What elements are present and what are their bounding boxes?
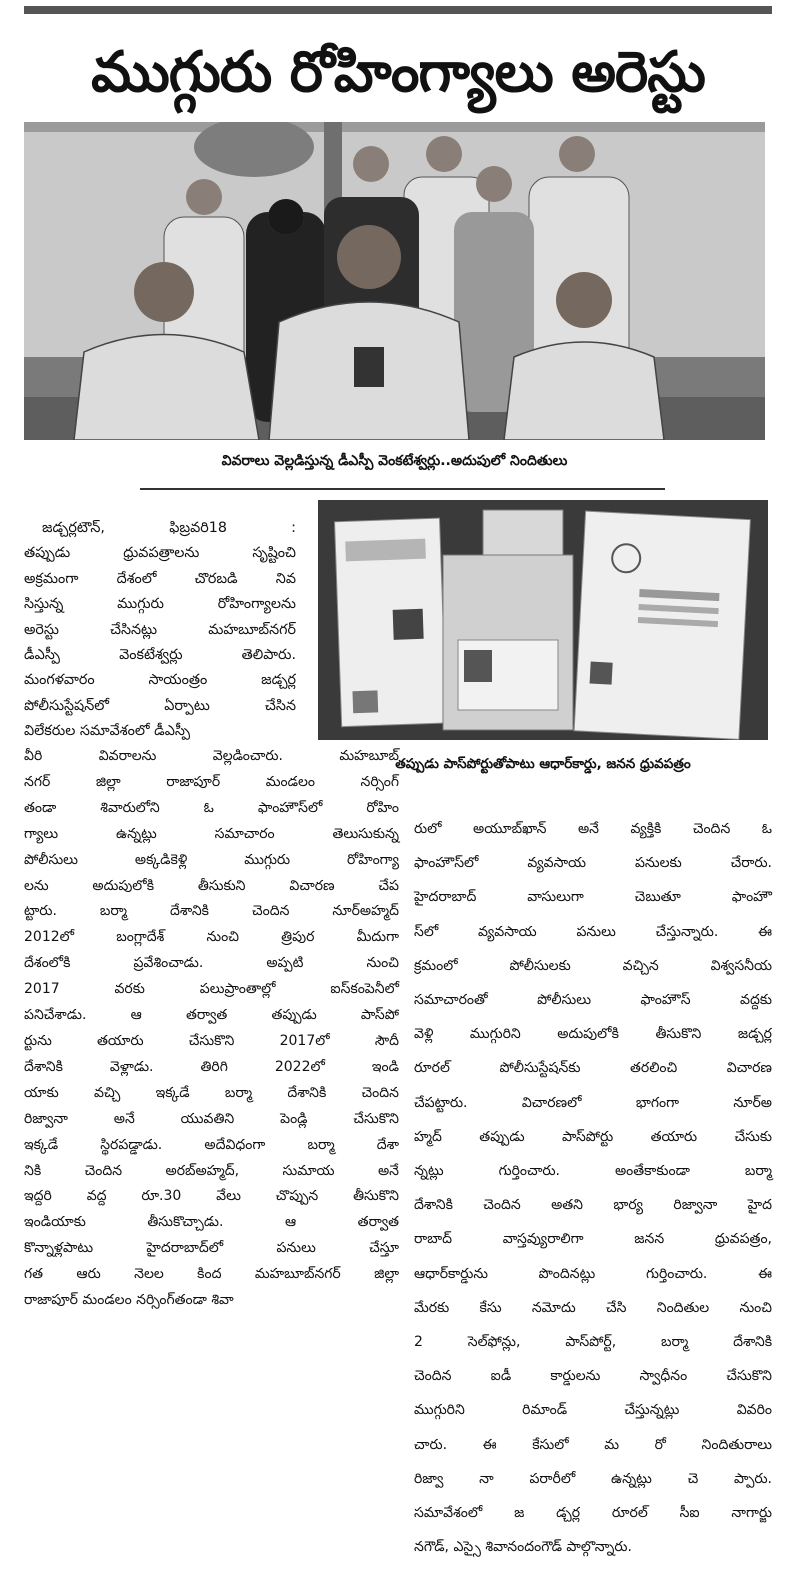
article-line: నికి చెందిన అరబ్‌అహ్మద్‌, సుమాయ అనే bbox=[24, 1162, 399, 1179]
article-column-left bbox=[24, 516, 296, 745]
article-line: రిజ్వా నా పరారీలో ఉన్నట్లు చె ప్పారు. bbox=[414, 1470, 772, 1487]
article-line: మేరకు కేసు నమోదు చేసి నిందితుల నుంచి bbox=[414, 1299, 772, 1316]
article-line: అక్రమంగా దేశంలో చొరబడి నివ bbox=[24, 570, 296, 587]
photo-main-caption: వివరాలు వెల్లడిస్తున్న డీఎస్పీ వెంకటేశ్వర్లు..అదుపులో నిందితులు bbox=[221, 453, 568, 469]
article-line: జడ్చర్లటౌన్‌, ఫిబ్రవరి18 : bbox=[42, 520, 296, 536]
article-line: పనిచేశాడు. ఆ తర్వాత తప్పుడు పాస్‌పో bbox=[24, 1007, 399, 1024]
article-line: క్రమంలో పోలీసులకు వచ్చిన విశ్వసనీయ bbox=[414, 957, 772, 974]
article-line: చేపట్టారు. విచారణలో భాగంగా నూర్‌అ bbox=[414, 1094, 772, 1111]
article-line: డీఎస్పీ వెంకటేశ్వర్లు తెలిపారు. bbox=[24, 647, 296, 664]
article-line: రాబాద్‌ వాస్తవ్యురాలిగా జనన ధ్రువపత్రం, bbox=[414, 1231, 772, 1248]
article-line: 2 సెల్‌ఫోన్లు, పాస్‌పోర్ట్‌, బర్మా దేశానికి bbox=[414, 1334, 772, 1351]
article-line: ఇండియాకు తీసుకొచ్చాడు. ఆ తర్వాత bbox=[24, 1214, 399, 1231]
article-line: దేశంలోకి ప్రవేశించాడు. అప్పటి నుంచి bbox=[24, 955, 399, 972]
article-line: పోలీసులు అక్కడికెళ్లి ముగ్గురు రోహింగ్యా bbox=[24, 851, 399, 868]
article-line: స్‌లో వ్యవసాయ పనులు చేస్తున్నారు. ఈ bbox=[414, 923, 772, 940]
top-rule bbox=[24, 6, 772, 14]
article-line: తప్పుడు ధ్రువపత్రాలను సృష్టించి bbox=[24, 545, 296, 562]
article-line: ట్టారు. బర్మా దేశానికి చెందిన నూర్‌అహ్మద్‌ bbox=[24, 903, 399, 920]
article-line: ఇక్కడే స్థిరపడ్డాడు. అదేవిధంగా బర్మా దేశా bbox=[24, 1136, 399, 1153]
article-line: సిస్తున్న ముగ్గురు రోహింగ్యాలను bbox=[24, 596, 296, 613]
article-line: గ్యాలు ఉన్నట్లు సమాచారం తెలుసుకున్న bbox=[24, 825, 399, 842]
article-line: ముగ్గురిని రిమాండ్‌ చేస్తున్నట్లు వివరిం bbox=[414, 1402, 772, 1419]
article-line: వీరి వివరాలను వెల్లడించారు. మహబూబ్‌ bbox=[24, 748, 399, 764]
article-column-right bbox=[414, 812, 772, 1564]
article-line: గత ఆరు నెలల కింద మహబూబ్‌నగర్‌ జిల్లా bbox=[24, 1266, 399, 1283]
article-line: కొన్నాళ్లపాటు హైదరాబాద్‌లో పనులు చేస్తూ bbox=[24, 1240, 399, 1257]
article-line: సమావేశంలో జ డ్చర్ల రూరల్‌ సీఐ నాగార్జు bbox=[414, 1505, 772, 1522]
article-line: చారు. ఈ కేసులో మ రో నిందితురాలు bbox=[414, 1436, 772, 1453]
article-line: మంగళవారం సాయంత్రం జడ్చర్ల bbox=[24, 672, 296, 689]
article-line: లను అదుపులోకి తీసుకుని విచారణ చేప bbox=[24, 877, 399, 894]
article-line: నగర్‌ జిల్లా రాజాపూర్‌ మండలం నర్సింగ్‌ bbox=[24, 773, 399, 790]
article-line: హ్మద్‌ తప్పుడు పాస్‌పోర్టు తయారు చేసుకు bbox=[414, 1128, 772, 1145]
article-line: ఇద్దరి వద్ద రూ.30 వేలు చొప్పున తీసుకొని bbox=[24, 1188, 399, 1205]
article-line: పోలీసుస్టేషన్‌లో ఏర్పాటు చేసిన bbox=[24, 697, 296, 714]
article-line: 2012లో బంగ్లాదేశ్‌ నుంచి త్రిపుర మీదుగా bbox=[24, 929, 399, 946]
caption-rule bbox=[140, 488, 665, 490]
article-line: అరెస్టు చేసినట్లు మహబూబ్‌నగర్‌ bbox=[24, 621, 296, 638]
article-line: ఆధార్‌కార్డును పొందినట్లు గుర్తించారు. ఈ bbox=[414, 1265, 772, 1282]
article-line: తండా శివారులోని ఓ ఫాంహౌస్‌లో రోహిం bbox=[24, 799, 399, 816]
article-line: ర్టును తయారు చేసుకొని 2017లో సౌదీ bbox=[24, 1032, 399, 1049]
article-line: వెళ్లి ముగ్గురిని అదుపులోకి తీసుకొని జడ్చర్ల bbox=[414, 1026, 772, 1043]
article-line: రులో అయూబ్‌ఖాన్‌ అనే వ్యక్తికి చెందిన ఓ bbox=[414, 821, 772, 837]
photo-documents-caption: తప్పుడు పాస్‌పోర్టుతోపాటు ఆధార్‌కార్డు, జనన ధ్రువపత్రం bbox=[395, 756, 691, 772]
headline: ముగ్గురు రోహింగ్యాలు అరెస్టు bbox=[91, 40, 705, 105]
article-line: హైదరాబాద్‌ వాసులుగా చెబుతూ ఫాంహౌ bbox=[414, 889, 772, 906]
article-line: దేశానికి చెందిన అతని భార్య రిజ్వానా హైద bbox=[414, 1197, 772, 1214]
article-line: న్నట్లు గుర్తించారు. అంతేకాకుండా బర్మా bbox=[414, 1163, 772, 1180]
article-line: విలేకరుల సమావేశంలో డీఎస్పీ bbox=[24, 723, 191, 740]
article-line: యాకు వచ్చి ఇక్కడే బర్మా దేశానికి చెందిన bbox=[24, 1084, 399, 1101]
article-line: చెందిన ఐడీ కార్డులను స్వాధీనం చేసుకొని bbox=[414, 1368, 772, 1385]
article-line: ఫాంహౌస్‌లో వ్యవసాయ పనులకు చేరారు. bbox=[414, 855, 772, 872]
article-line: రాజాపూర్‌ మండలం నర్సింగ్‌తండా శివా bbox=[24, 1292, 234, 1309]
article-column-left-lower bbox=[24, 744, 399, 1314]
article-line: దేశానికి వెళ్లాడు. తిరిగి 2022లో ఇండి bbox=[24, 1058, 399, 1075]
article-line: సమాచారంతో పోలీసులు ఫాంహౌస్‌ వద్దకు bbox=[414, 992, 772, 1009]
article-line: 2017 వరకు పలుప్రాంతాల్లో ఐస్‌కంపెనీలో bbox=[24, 981, 399, 998]
article-line: నగౌడ్‌, ఎస్సై శివానందంగౌడ్‌ పాల్గొన్నారు. bbox=[414, 1539, 632, 1556]
article-line: రిజ్వానా అనే యువతిని పెండ్లి చేసుకొని bbox=[24, 1110, 399, 1127]
article-line: రూరల్‌ పోలీసుస్టేషన్‌కు తరలించి విచారణ bbox=[414, 1060, 772, 1077]
documents-photo bbox=[318, 500, 768, 740]
police-group-photo bbox=[24, 122, 765, 440]
